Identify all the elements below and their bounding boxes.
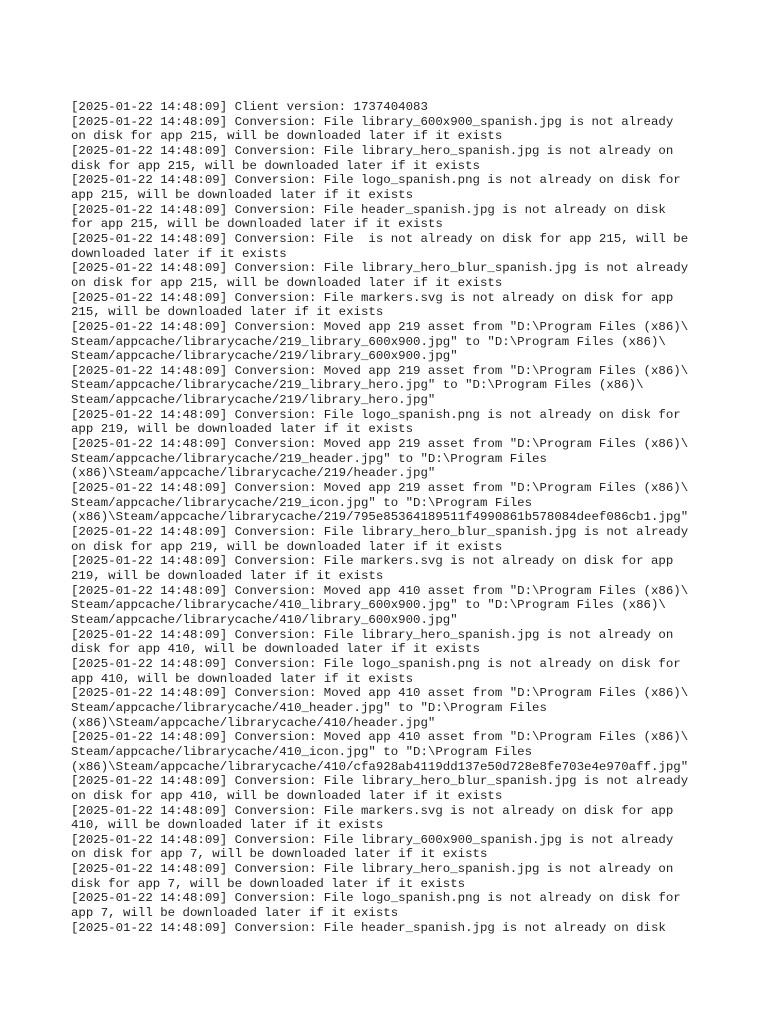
log-line: Steam/appcache/librarycache/219_library_600x900.jpg" to "D:\Program Files (x86)\ — [71, 334, 666, 349]
log-line: [2025-01-22 14:48:09] Conversion: File logo_spanish.png is not already on disk for — [71, 407, 681, 422]
log-line: on disk for app 410, will be downloaded later if it exists — [71, 788, 503, 803]
log-line: [2025-01-22 14:48:09] Conversion: Moved app 410 asset from "D:\Program Files (x86)\ — [71, 730, 689, 745]
log-line: app 410, will be downloaded later if it exists — [71, 671, 414, 686]
log-line: app 215, will be downloaded later if it exists — [71, 187, 414, 202]
log-line: on disk for app 7, will be downloaded later if it exists — [71, 847, 488, 862]
log-line: Steam/appcache/librarycache/219_library_hero.jpg" to "D:\Program Files (x86)\ — [71, 378, 644, 393]
log-line: app 219, will be downloaded later if it exists — [71, 422, 414, 437]
log-line: disk for app 410, will be downloaded later if it exists — [71, 642, 480, 657]
log-line: [2025-01-22 14:48:09] Conversion: Moved app 219 asset from "D:\Program Files (x86)\ — [71, 363, 689, 378]
log-line: [2025-01-22 14:48:09] Conversion: File library_600x900_spanish.jpg is not already — [71, 832, 674, 847]
log-line: [2025-01-22 14:48:09] Conversion: File logo_spanish.png is not already on disk for — [71, 891, 681, 906]
log-document — [71, 100, 711, 935]
log-line: 219, will be downloaded later if it exists — [71, 569, 384, 583]
log-line: 410, will be downloaded later if it exists — [71, 818, 384, 833]
log-line: Steam/appcache/librarycache/219/library_600x900.jpg" — [71, 349, 458, 364]
log-line: disk for app 215, will be downloaded later if it exists — [71, 158, 480, 173]
log-line: [2025-01-22 14:48:09] Conversion: File library_hero_spanish.jpg is not already on — [71, 627, 674, 642]
log-line: [2025-01-22 14:48:09] Conversion: File is not already on disk for app 215, will be — [71, 231, 689, 246]
log-line: [2025-01-22 14:48:09] Conversion: File library_600x900_spanish.jpg is not already — [71, 114, 674, 129]
log-line: app 7, will be downloaded later if it exists — [71, 906, 399, 921]
log-line: on disk for app 215, will be downloaded later if it exists — [71, 129, 503, 144]
log-line: [2025-01-22 14:48:09] Conversion: File logo_spanish.png is not already on disk for — [71, 656, 681, 671]
log-line: (x86)\Steam/appcache/librarycache/219/header.jpg" — [71, 466, 436, 481]
log-line: [2025-01-22 14:48:09] Conversion: File markers.svg is not already on disk for app — [71, 554, 674, 569]
log-line: [2025-01-22 14:48:09] Conversion: File header_spanish.jpg is not already on disk — [71, 202, 666, 217]
log-line: [2025-01-22 14:48:09] Conversion: Moved app 219 asset from "D:\Program Files (x86)\ — [71, 481, 689, 496]
log-line: Steam/appcache/librarycache/219_icon.jpg" to "D:\Program Files — [71, 495, 533, 510]
log-line: Steam/appcache/librarycache/410_library_600x900.jpg" to "D:\Program Files (x86)\ — [71, 598, 666, 613]
log-line: (x86)\Steam/appcache/librarycache/410/header.jpg" — [71, 715, 436, 730]
log-line: [2025-01-22 14:48:09] Conversion: Moved app 219 asset from "D:\Program Files (x86)\ — [71, 437, 689, 452]
log-line: (x86)\Steam/appcache/librarycache/219/795e85364189511f4990861b578084deef086cb1.jpg" — [71, 510, 689, 525]
log-line: disk for app 7, will be downloaded later if it exists — [71, 876, 466, 891]
log-line: [2025-01-22 14:48:09] Client version: 1737404083 — [71, 100, 428, 114]
log-line: [2025-01-22 14:48:09] Conversion: File library_hero_spanish.jpg is not already on — [71, 862, 674, 877]
log-line: [2025-01-22 14:48:09] Conversion: File library_hero_blur_spanish.jpg is not already — [71, 774, 689, 789]
log-line: Steam/appcache/librarycache/410/library_600x900.jpg" — [71, 612, 458, 627]
log-line: 215, will be downloaded later if it exists — [71, 305, 384, 320]
log-line: [2025-01-22 14:48:09] Conversion: Moved app 410 asset from "D:\Program Files (x86)\ — [71, 583, 689, 598]
log-line: Steam/appcache/librarycache/219/library_hero.jpg" — [71, 393, 436, 408]
log-line: [2025-01-22 14:48:09] Conversion: Moved app 410 asset from "D:\Program Files (x86)\ — [71, 686, 689, 701]
log-line: downloaded later if it exists — [71, 246, 287, 261]
log-line: Steam/appcache/librarycache/410_header.jpg" to "D:\Program Files — [71, 700, 547, 715]
log-line: [2025-01-22 14:48:09] Conversion: File header_spanish.jpg is not already on disk — [71, 920, 666, 935]
log-line: [2025-01-22 14:48:09] Conversion: File library_hero_blur_spanish.jpg is not already — [71, 525, 689, 540]
log-line: [2025-01-22 14:48:09] Conversion: File markers.svg is not already on disk for app — [71, 290, 674, 305]
log-line: on disk for app 215, will be downloaded later if it exists — [71, 275, 503, 290]
log-line: on disk for app 219, will be downloaded later if it exists — [71, 539, 503, 554]
log-line: [2025-01-22 14:48:09] Conversion: Moved app 219 asset from "D:\Program Files (x86)\ — [71, 319, 689, 334]
log-line: Steam/appcache/librarycache/219_header.jpg" to "D:\Program Files — [71, 451, 547, 466]
log-line: [2025-01-22 14:48:09] Conversion: File library_hero_blur_spanish.jpg is not already — [71, 261, 689, 276]
log-line: Steam/appcache/librarycache/410_icon.jpg" to "D:\Program Files — [71, 744, 533, 759]
log-line: [2025-01-22 14:48:09] Conversion: File logo_spanish.png is not already on disk for — [71, 173, 681, 188]
log-line: [2025-01-22 14:48:09] Conversion: File markers.svg is not already on disk for app — [71, 803, 674, 818]
log-line: [2025-01-22 14:48:09] Conversion: File library_hero_spanish.jpg is not already on — [71, 143, 674, 158]
log-line: (x86)\Steam/appcache/librarycache/410/cfa928ab4119dd137e50d728e8fe703e4e970aff.jpg" — [71, 759, 689, 774]
log-line: for app 215, will be downloaded later if it exists — [71, 217, 443, 232]
